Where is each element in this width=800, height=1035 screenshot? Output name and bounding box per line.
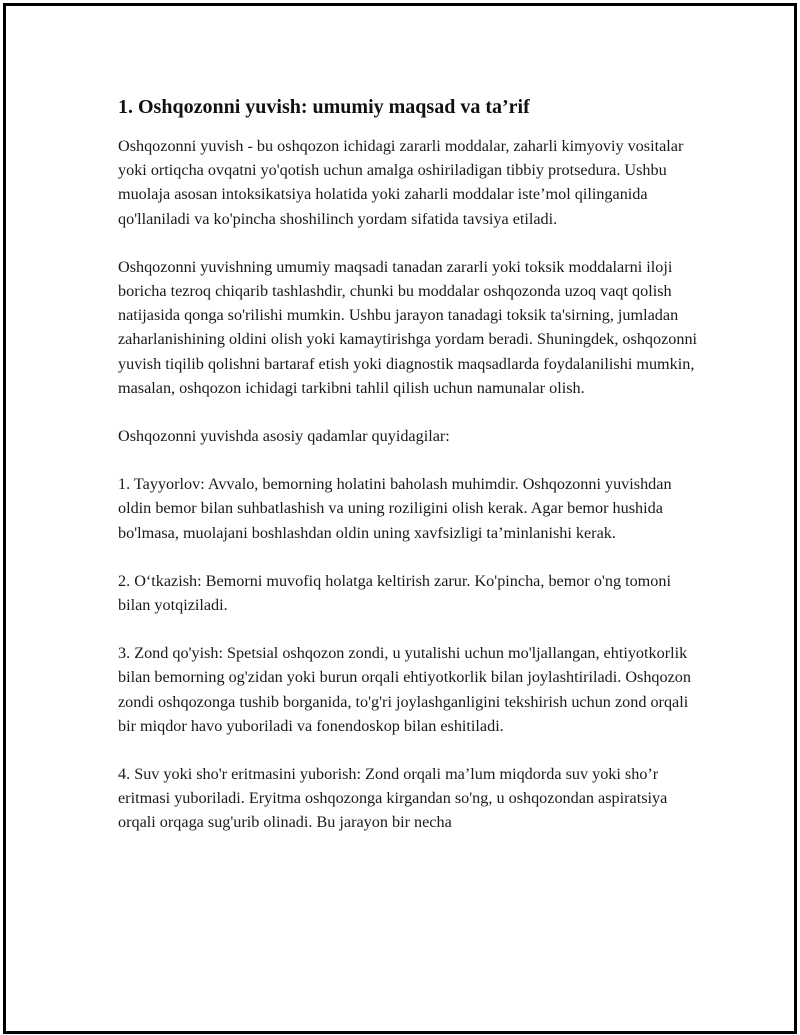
paragraph-step-preparation: 1. Tayyorlov: Avvalo, bemorning holatini baholash muhimdir. Oshqozonni yuvishdan oldin bemor bilan suhbatlashish va uning roziligini olish kerak. Agar bemor hushida bo'lmasa, muolajani boshlashdan oldin uning xavfsizligi ta’minlanishi kerak. — [118, 475, 672, 542]
section-heading: 1. Oshqozonni yuvish: umumiy maqsad va ta’rif — [118, 96, 530, 118]
paragraph-step-solution: 4. Suv yoki sho'r eritmasini yuborish: Zond orqali ma’lum miqdorda suv yoki sho’r eritmasi yuboriladi. Eryitma oshqozonga kirgandan so'ng, u oshqozondan aspiratsiya orqali orqaga sug'urib olinadi. Bu jarayon bir necha — [118, 765, 668, 832]
document-body — [118, 94, 698, 859]
paragraph-purpose: Oshqozonni yuvishning umumiy maqsadi tanadan zararli yoki toksik moddalarni iloji boricha tezroq chiqarib tashlashdir, chunki bu moddalar oshqozonda uzoq vaqt qolish natijasida qonga so'rilishi mumkin. Ushbu jarayon tanadagi toksik ta'sirning, jumladan zaharlanishining oldini olish yoki kamaytirishga yordam beradi. Shuningdek, oshqozonni yuvish tiqilib qolishni bartaraf etish yoki diagnostik maqsadlarda foydalanilishi mumkin, masalan, oshqozon ichidagi tarkibni tahlil qilish uchun namunalar olish. — [118, 257, 698, 397]
paragraph-step-positioning: 2. O‘tkazish: Bemorni muvofiq holatga keltirish zarur. Ko'pincha, bemor o'ng tomoni bilan yotqiziladi. — [118, 571, 671, 615]
paragraph-step-tube-insertion: 3. Zond qo'yish: Spetsial oshqozon zondi, u yutalishi uchun mo'ljallangan, ehtiyotkorlik bilan bemorning og'zidan yoki burun orqali ehtiyotkorlik bilan joylashtiriladi. Oshqozon zondi oshqozonga tushib borganida, to'g'ri joylashganligini tekshirish uchun zond orqali bir miqdor havo yuboriladi va fonendoskop bilan eshitiladi. — [118, 644, 691, 735]
paragraph-definition: Oshqozonni yuvish - bu oshqozon ichidagi zararli moddalar, zaharli kimyoviy vositalar yoki ortiqcha ovqatni yo'qotish uchun amalga oshiriladigan tibbiy protsedura. Ushbu muolaja asosan intoksikatsiya holatida yoki zaharli moddalar iste’mol qilinganida qo'llaniladi va ko'pincha shoshilinch yordam sifatida tavsiya etiladi. — [118, 137, 684, 228]
paragraph-steps-intro: Oshqozonni yuvishda asosiy qadamlar quyidagilar: — [118, 427, 450, 446]
